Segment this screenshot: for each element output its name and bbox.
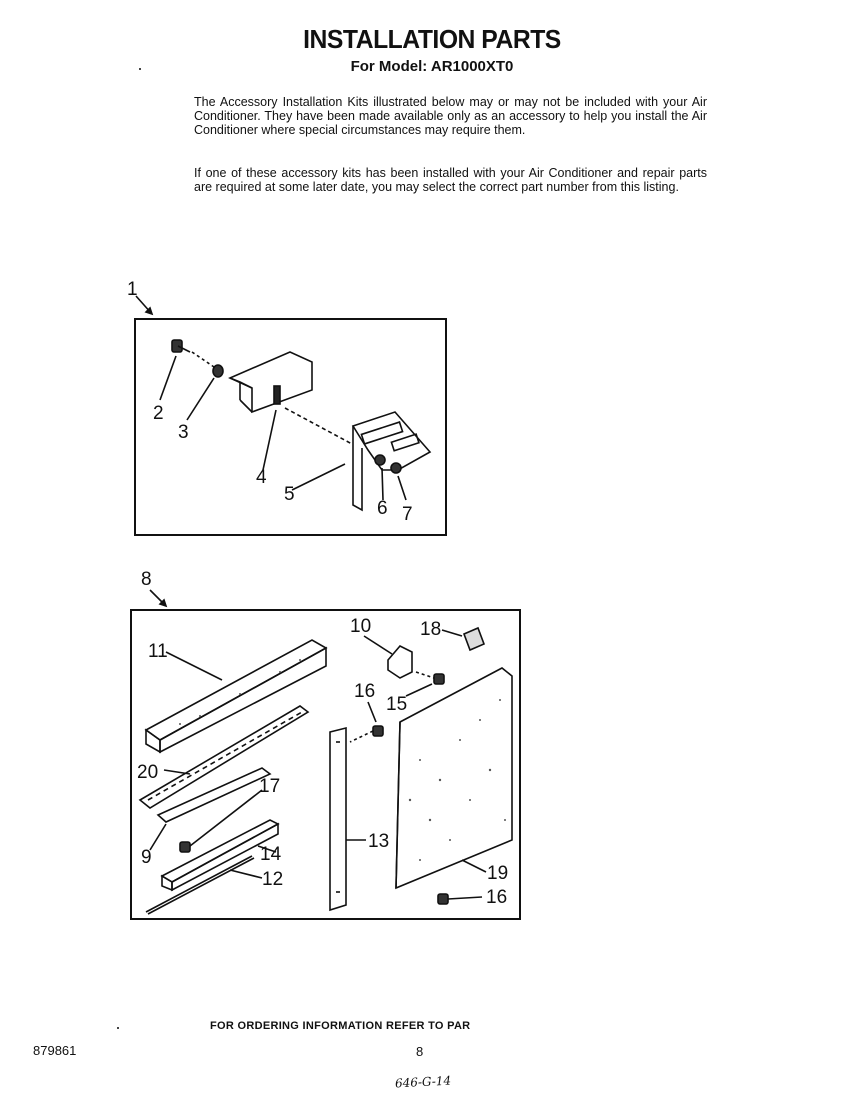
callout-8: 8	[141, 569, 152, 590]
callout-1: 1	[127, 279, 138, 300]
callout-17: 17	[259, 776, 281, 797]
callout-15: 15	[386, 694, 408, 715]
callout-16-bottom: 16	[486, 887, 508, 908]
scan-speck	[139, 68, 141, 70]
callout-7: 7	[402, 504, 413, 525]
callout-3: 3	[178, 422, 189, 443]
ordering-note: FOR ORDERING INFORMATION REFER TO PAR	[210, 1020, 471, 1032]
page-number: 8	[416, 1044, 424, 1059]
callout-12: 12	[262, 869, 284, 890]
callout-11: 11	[148, 641, 168, 662]
intro-paragraph-1: The Accessory Installation Kits illustrated below may or may not be included with your Air Conditioner. They have been made available only as an accessory to help you install the Air Conditioner where special circumstances may require them.	[194, 95, 707, 137]
callout-20: 20	[137, 762, 159, 783]
callout-6: 6	[377, 498, 388, 519]
page-title: INSTALLATION PARTS	[303, 24, 561, 54]
callout-10: 10	[350, 616, 372, 637]
callout-19: 19	[487, 863, 509, 884]
callout-18: 18	[420, 619, 442, 640]
callout-13: 13	[368, 831, 390, 852]
intro-paragraph-2: If one of these accessory kits has been installed with your Air Conditioner and repair parts are required at some later date, you may select the correct part number from this listing.	[194, 166, 707, 194]
scan-speck	[117, 1027, 119, 1029]
callout-4: 4	[256, 467, 267, 488]
model-subtitle: For Model: AR1000XT0	[350, 58, 514, 75]
handwritten-note: 646-G-14	[394, 1073, 452, 1091]
callout-9: 9	[141, 847, 152, 868]
callout-16-top: 16	[354, 681, 376, 702]
document-number: 879861	[33, 1043, 77, 1058]
callout-5: 5	[284, 484, 295, 505]
callout-2: 2	[153, 403, 164, 424]
callout-14: 14	[260, 844, 282, 865]
